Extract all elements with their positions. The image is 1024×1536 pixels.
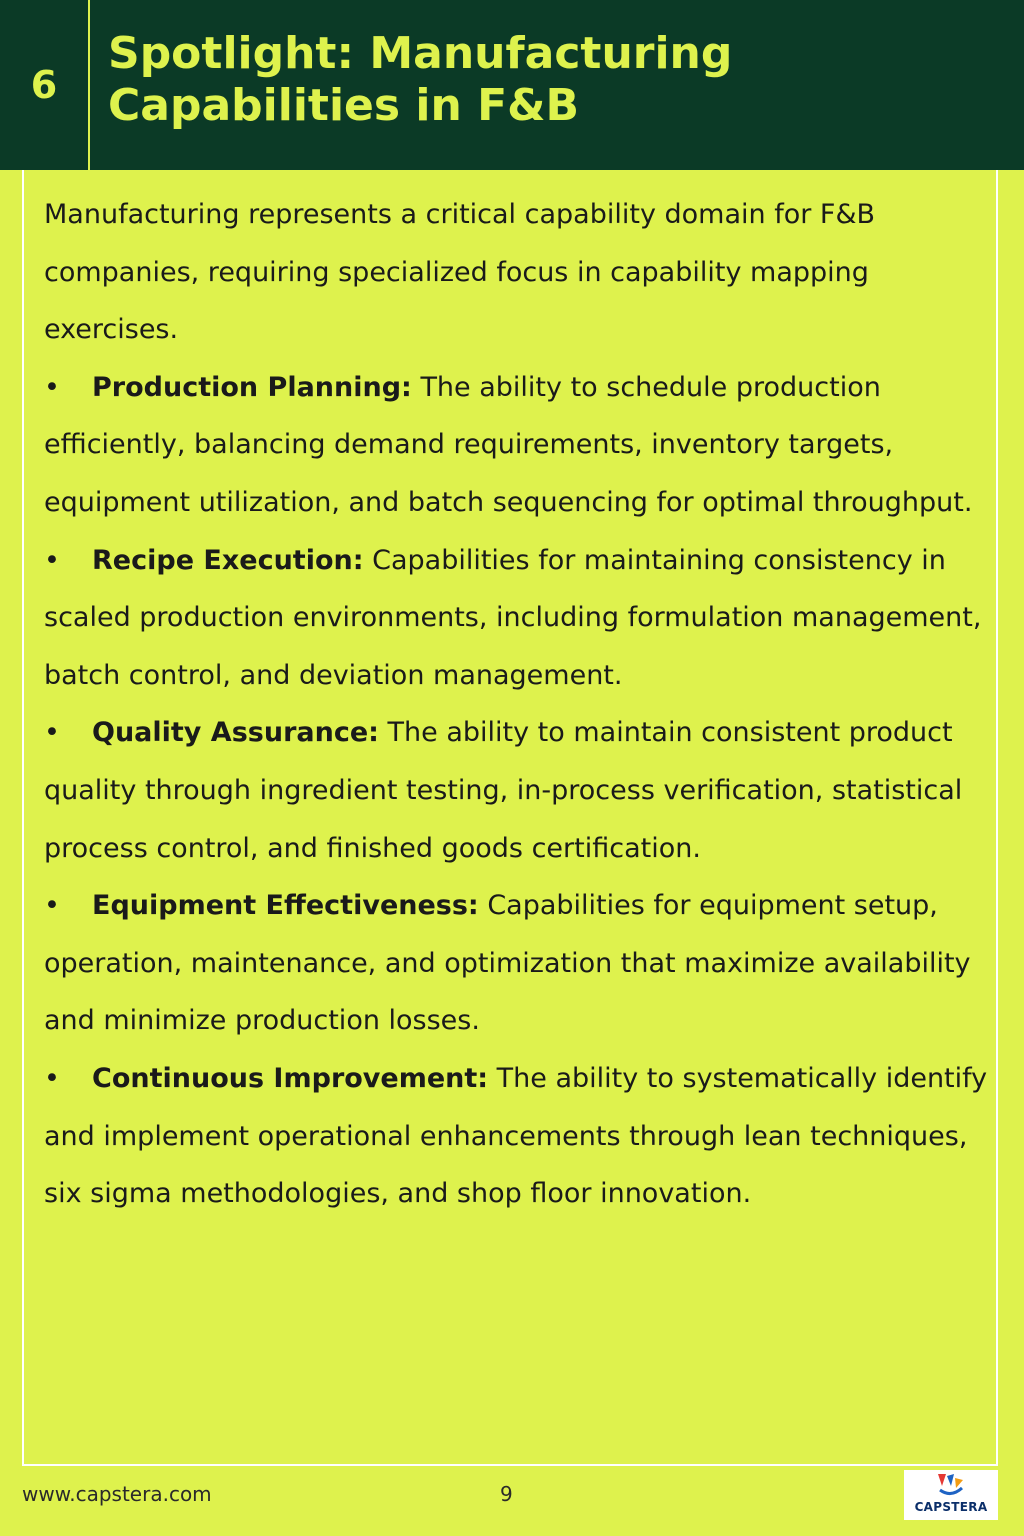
page-header: [0, 0, 1024, 170]
intro-paragraph: Manufacturing represents a critical capability domain for F&B companies, requiring specialized focus in capability mapping exercises.: [44, 199, 876, 346]
bullet-item: [44, 877, 994, 1050]
bullet-item: [44, 704, 994, 877]
bullet-marker: •: [44, 544, 60, 576]
body-content: [44, 186, 994, 1223]
bullet-item: [44, 359, 994, 532]
footer-website-link[interactable]: www.capstera.com: [22, 1482, 212, 1506]
bullet-label: Recipe Execution:: [92, 544, 364, 576]
bullet-text: Capabilities for maintaining consistency in scaled production environments, including formulation management, batch control, and deviation management.: [44, 544, 982, 691]
bullet-label: Continuous Improvement:: [92, 1062, 489, 1094]
bullet-item: [44, 1050, 994, 1223]
bullet-label: Equipment Effectiveness:: [92, 890, 479, 922]
page-number: 9: [500, 1482, 513, 1506]
bullet-text: The ability to maintain consistent product quality through ingredient testing, in-process verification, statistical process control, and finished goods certification.: [44, 717, 963, 864]
bullet-label: Production Planning:: [92, 371, 412, 403]
bullet-text: The ability to systematically identify and implement operational enhancements through lean techniques, six sigma methodologies, and shop floor innovation.: [44, 1062, 988, 1210]
capstera-logo: [904, 1470, 998, 1520]
bullet-marker: •: [44, 717, 60, 749]
page-title: [108, 28, 988, 132]
logo-mark-icon: [934, 1472, 968, 1498]
logo-wordmark: CAPSTERA: [914, 1500, 988, 1514]
bullet-marker: •: [44, 890, 60, 922]
section-number: 6: [30, 63, 58, 107]
bullet-marker: •: [44, 1062, 60, 1094]
page-title-line-1: Spotlight: Manufacturing: [108, 28, 733, 79]
bullet-text: Capabilities for equipment setup, operation, maintenance, and optimization that maximize availability and minimize production losses.: [44, 890, 971, 1037]
bullet-marker: •: [44, 371, 60, 403]
bullet-item: [44, 532, 994, 705]
page-title-line-2: Capabilities in F&B: [108, 80, 580, 131]
header-divider: [88, 0, 90, 170]
bullet-label: Quality Assurance:: [92, 717, 379, 749]
bullet-text: The ability to schedule production efficiently, balancing demand requirements, inventory targets, equipment utilization, and batch sequencing for optimal throughput.: [44, 371, 973, 518]
